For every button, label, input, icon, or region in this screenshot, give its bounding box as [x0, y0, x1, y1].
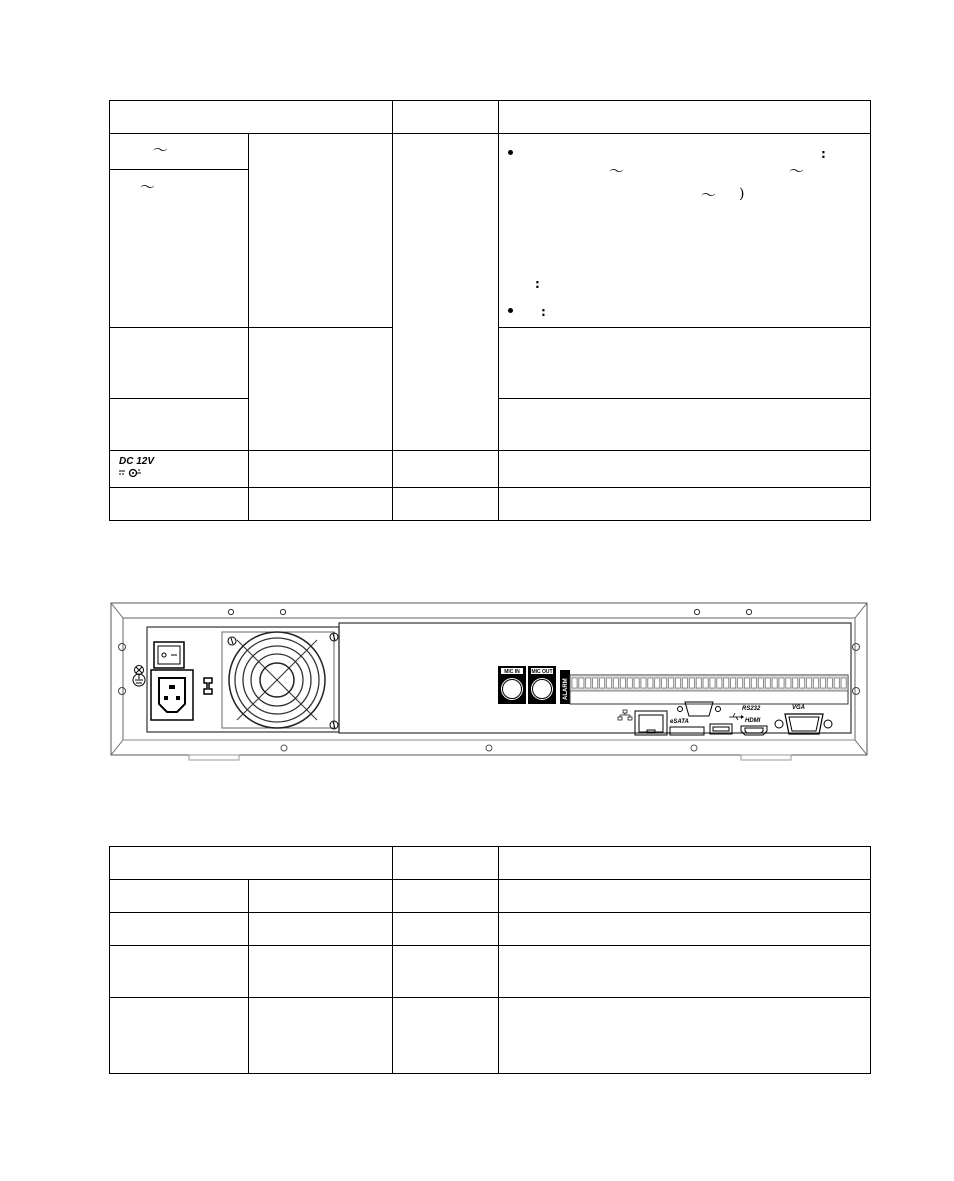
terminal-pin: [669, 678, 674, 688]
table-row: [110, 451, 871, 488]
mic-in-port: [498, 666, 526, 704]
table-cell: [249, 913, 393, 946]
table-cell: [499, 134, 871, 328]
terminal-pin: [648, 678, 653, 688]
terminal-pin: [676, 678, 681, 688]
terminal-pin: [634, 678, 639, 688]
tilde-glyph: ～: [609, 162, 625, 180]
table-cell: [499, 998, 871, 1074]
terminal-pin: [593, 678, 598, 688]
table-cell: [499, 328, 871, 399]
table-cell: [110, 170, 249, 328]
terminal-pin: [731, 678, 736, 688]
table-cell: [393, 946, 499, 998]
terminal-pin: [689, 678, 694, 688]
header-cell: [110, 101, 393, 134]
table-cell: [110, 399, 249, 451]
fan-icon: [222, 632, 338, 729]
table-cell: [499, 451, 871, 488]
terminal-pin: [779, 678, 784, 688]
power-supply: [133, 627, 339, 732]
dc-polarity-icon: [119, 468, 145, 478]
bullet-icon: [508, 150, 513, 155]
table-header-row: [110, 847, 871, 880]
terminal-pin: [758, 678, 763, 688]
terminal-pin: [641, 678, 646, 688]
network-port: [618, 710, 667, 735]
table-cell: [110, 998, 249, 1074]
table-cell: [249, 880, 393, 913]
table-cell: [110, 328, 249, 399]
mic-out-port: [528, 666, 556, 704]
terminal-pin: [620, 678, 625, 688]
table-cell: [393, 488, 499, 521]
terminal-pin: [827, 678, 832, 688]
rs232-label: RS232: [742, 706, 761, 712]
terminal-pin: [572, 678, 577, 688]
tilde-glyph: ～: [140, 178, 156, 196]
hdmi-label: HDMI: [745, 718, 761, 724]
spec-table-top: [109, 100, 871, 521]
mic-in-label: MIC IN: [504, 669, 520, 675]
terminal-pin: [814, 678, 819, 688]
header-cell: [499, 847, 871, 880]
colon-glyph: :: [821, 147, 826, 161]
terminal-pin: [682, 678, 687, 688]
table-cell: [499, 946, 871, 998]
esata-label: eSATA: [670, 719, 689, 725]
usb-port: [710, 713, 744, 734]
table-cell: [110, 913, 249, 946]
table-cell: [393, 998, 499, 1074]
table-row: [110, 488, 871, 521]
table-cell: [499, 399, 871, 451]
table-row: [110, 880, 871, 913]
mic-out-label: MIC OUT: [531, 669, 553, 675]
terminal-pin: [662, 678, 667, 688]
table-row: [110, 946, 871, 998]
table-cell: [110, 134, 249, 170]
header-cell: [393, 101, 499, 134]
usb-icon: [729, 713, 744, 720]
table-row: [110, 913, 871, 946]
vga-port: [775, 705, 832, 734]
table-cell: [393, 913, 499, 946]
paren-glyph: ): [739, 186, 745, 202]
terminal-pin: [745, 678, 750, 688]
terminal-pin: [772, 678, 777, 688]
header-cell: [499, 101, 871, 134]
table-cell: [249, 134, 393, 328]
tilde-glyph: ～: [789, 162, 805, 180]
table-cell: [110, 488, 249, 521]
terminal-pin: [841, 678, 846, 688]
table-cell: [110, 880, 249, 913]
tilde-glyph: ～: [153, 141, 169, 159]
alarm-terminal-block: [560, 670, 848, 704]
terminal-pin: [696, 678, 701, 688]
dc-power-label: DC 12V: [119, 456, 155, 467]
alarm-label: ALARM: [563, 678, 569, 700]
tilde-glyph: ～: [701, 186, 717, 204]
terminal-pin: [786, 678, 791, 688]
colon-glyph: :: [541, 305, 546, 319]
terminal-pin: [627, 678, 632, 688]
table-row: [110, 134, 871, 170]
table-cell: [393, 134, 499, 451]
terminal-pin: [586, 678, 591, 688]
header-cell: [110, 847, 393, 880]
terminal-pin: [613, 678, 618, 688]
terminal-pin: [655, 678, 660, 688]
table-cell: [499, 488, 871, 521]
terminal-pin: [607, 678, 612, 688]
terminal-pin: [834, 678, 839, 688]
terminal-pin: [703, 678, 708, 688]
table-cell: [249, 451, 393, 488]
terminal-pin: [717, 678, 722, 688]
table-cell: [499, 880, 871, 913]
terminal-pin: [800, 678, 805, 688]
vga-label: VGA: [792, 705, 806, 711]
terminal-pin: [738, 678, 743, 688]
table-cell: [110, 946, 249, 998]
colon-glyph: :: [535, 277, 540, 291]
table-cell: [249, 998, 393, 1074]
terminal-pin: [710, 678, 715, 688]
terminal-pin: [765, 678, 770, 688]
terminal-pin: [600, 678, 605, 688]
terminal-pin: [751, 678, 756, 688]
table-cell: [249, 946, 393, 998]
table-row: [110, 998, 871, 1074]
terminal-pin: [724, 678, 729, 688]
table-cell: [249, 488, 393, 521]
terminal-pin: [820, 678, 825, 688]
table-cell: [249, 328, 393, 451]
table-header-row: [110, 101, 871, 134]
terminal-pin: [793, 678, 798, 688]
table-cell: [393, 451, 499, 488]
table-cell: [393, 880, 499, 913]
terminal-pin: [807, 678, 812, 688]
terminal-pin: [579, 678, 584, 688]
header-cell: [393, 847, 499, 880]
network-icon: [618, 710, 632, 720]
bullet-icon: [508, 308, 513, 313]
spec-table-bottom: [109, 846, 871, 1074]
table-cell: [110, 451, 249, 488]
rear-panel-diagram: [109, 600, 869, 762]
table-cell: [499, 913, 871, 946]
